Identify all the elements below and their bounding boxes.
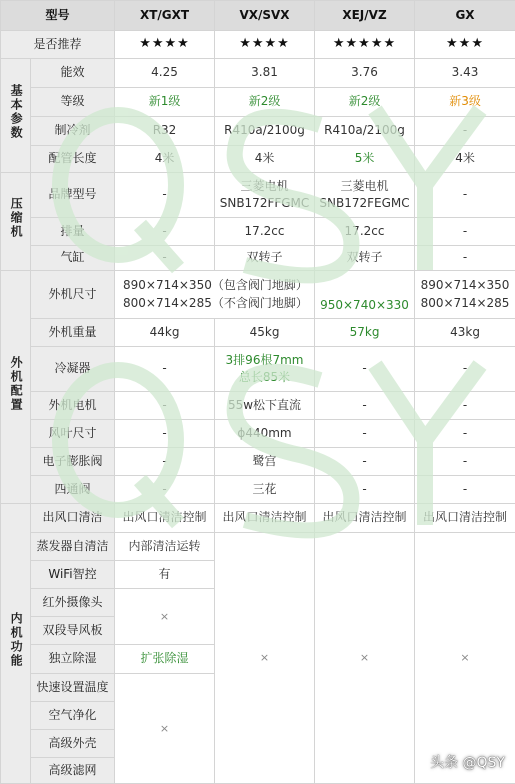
model-xej: XEJ/VZ <box>315 1 415 31</box>
category-label: 外机配置 <box>6 356 25 412</box>
row-label: 外机重量 <box>31 319 115 347</box>
row-label: 高级滤网 <box>31 758 115 784</box>
category-outdoor <box>1 271 31 504</box>
model-gx: GX <box>415 1 515 31</box>
table-row <box>1 504 515 533</box>
category-label: 压缩机 <box>6 197 25 239</box>
cell: 3排96根7mm总长85米 <box>215 347 315 392</box>
cross-cell: × <box>115 589 215 645</box>
row-label: 出风口清洁 <box>31 504 115 533</box>
category-label: 基本参数 <box>6 84 25 140</box>
cell: 890×714×350 800×714×285 <box>415 271 515 319</box>
grade-cell: 新1级 <box>115 88 215 117</box>
row-label: 外机电机 <box>31 392 115 420</box>
table-row <box>1 246 515 271</box>
cell: 出风口清洁控制 <box>415 504 515 533</box>
row-label: 红外摄像头 <box>31 589 115 617</box>
cell: 鹭宫 <box>215 448 315 476</box>
row-label: 蒸发器自清洁 <box>31 533 115 561</box>
cell: 3.81 <box>215 59 315 88</box>
cell: - <box>415 347 515 392</box>
rating-stars: ★★★★ <box>115 31 215 59</box>
cell: R410a/2100g <box>315 117 415 146</box>
cell: 三花 <box>215 476 315 504</box>
table-row <box>1 146 515 173</box>
table-row <box>1 533 515 561</box>
row-label: 高级外壳 <box>31 730 115 758</box>
model-vx: VX/SVX <box>215 1 315 31</box>
cell: 出风口清洁控制 <box>315 504 415 533</box>
cell: - <box>415 420 515 448</box>
cell: 扩张除湿 <box>115 645 215 674</box>
cell: - <box>115 392 215 420</box>
row-label: 风叶尺寸 <box>31 420 115 448</box>
table-row <box>1 476 515 504</box>
grade-cell: 新2级 <box>315 88 415 117</box>
row-label: 制冷剂 <box>31 117 115 146</box>
cell: 4米 <box>415 146 515 173</box>
cell: 三菱电机 SNB172FFGMC <box>215 173 315 218</box>
row-label: 四通阀 <box>31 476 115 504</box>
cell: 出风口清洁控制 <box>115 504 215 533</box>
cell: - <box>415 448 515 476</box>
row-label: 冷凝器 <box>31 347 115 392</box>
table-row <box>1 88 515 117</box>
cell: 950×740×330 <box>315 271 415 319</box>
cross-cell: × <box>115 674 215 784</box>
table-row <box>1 59 515 88</box>
cell: 57kg <box>315 319 415 347</box>
row-label: 品牌型号 <box>31 173 115 218</box>
row-label: 等级 <box>31 88 115 117</box>
table-row <box>1 218 515 246</box>
table-row <box>1 173 515 218</box>
cell: - <box>315 448 415 476</box>
cell: 三菱电机 SNB172FEGMC <box>315 173 415 218</box>
row-label: 双段导风板 <box>31 617 115 645</box>
cell: R32 <box>115 117 215 146</box>
cell: 5米 <box>315 146 415 173</box>
cell: - <box>315 476 415 504</box>
cell: 4米 <box>215 146 315 173</box>
table-row <box>1 392 515 420</box>
table-row <box>1 319 515 347</box>
cell: - <box>115 246 215 271</box>
size-merged-cell: 890×714×350（包含阀门地脚） 800×714×285（不含阀门地脚） <box>115 271 315 319</box>
recommend-label: 是否推荐 <box>1 31 115 59</box>
rating-stars: ★★★ <box>415 31 515 59</box>
cross-cell: × <box>415 533 515 784</box>
cell: ϕ440mm <box>215 420 315 448</box>
cell: - <box>115 218 215 246</box>
cell: - <box>115 476 215 504</box>
cell: 双转子 <box>215 246 315 271</box>
cross-cell: × <box>215 533 315 784</box>
rating-stars: ★★★★★ <box>315 31 415 59</box>
cell: - <box>115 448 215 476</box>
category-label: 内机功能 <box>6 612 25 668</box>
cross-cell: × <box>315 533 415 784</box>
table-row <box>1 448 515 476</box>
row-label: 独立除湿 <box>31 645 115 674</box>
row-label: 配管长度 <box>31 146 115 173</box>
category-basic <box>1 59 31 173</box>
grade-cell: 新3级 <box>415 88 515 117</box>
table-row <box>1 420 515 448</box>
cell: 43kg <box>415 319 515 347</box>
cell: 3.43 <box>415 59 515 88</box>
row-label: 气缸 <box>31 246 115 271</box>
cell: 3.76 <box>315 59 415 88</box>
cell: 出风口清洁控制 <box>215 504 315 533</box>
cell: - <box>115 173 215 218</box>
cell: - <box>415 117 515 146</box>
cell: 17.2cc <box>315 218 415 246</box>
rating-stars: ★★★★ <box>215 31 315 59</box>
cell: 55w松下直流 <box>215 392 315 420</box>
cell: 45kg <box>215 319 315 347</box>
row-label: WiFi智控 <box>31 561 115 589</box>
cell: 内部清洁运转 <box>115 533 215 561</box>
cell: 17.2cc <box>215 218 315 246</box>
recommend-row <box>1 31 515 59</box>
credit-label: 头条 @QSY <box>430 752 505 772</box>
row-label: 快速设置温度 <box>31 674 115 702</box>
header-label: 型号 <box>1 1 115 31</box>
category-compressor <box>1 173 31 271</box>
cell: R410a/2100g <box>215 117 315 146</box>
cell: 4.25 <box>115 59 215 88</box>
cell: - <box>115 347 215 392</box>
row-label: 空气净化 <box>31 702 115 730</box>
cell: - <box>415 246 515 271</box>
cell: - <box>315 420 415 448</box>
cell: 4米 <box>115 146 215 173</box>
cell: - <box>415 392 515 420</box>
header-row <box>1 1 515 31</box>
cell: - <box>115 420 215 448</box>
category-indoor <box>1 504 31 784</box>
row-label: 外机尺寸 <box>31 271 115 319</box>
table-row <box>1 347 515 392</box>
table-row <box>1 271 515 319</box>
cell: 44kg <box>115 319 215 347</box>
model-xt: XT/GXT <box>115 1 215 31</box>
cell: 有 <box>115 561 215 589</box>
cell: - <box>415 476 515 504</box>
grade-cell: 新2级 <box>215 88 315 117</box>
table-row <box>1 117 515 146</box>
cell: - <box>415 218 515 246</box>
row-label: 排量 <box>31 218 115 246</box>
cell: - <box>315 347 415 392</box>
cell: 双转子 <box>315 246 415 271</box>
cell: - <box>315 392 415 420</box>
row-label: 能效 <box>31 59 115 88</box>
row-label: 电子膨胀阀 <box>31 448 115 476</box>
cell: - <box>415 173 515 218</box>
